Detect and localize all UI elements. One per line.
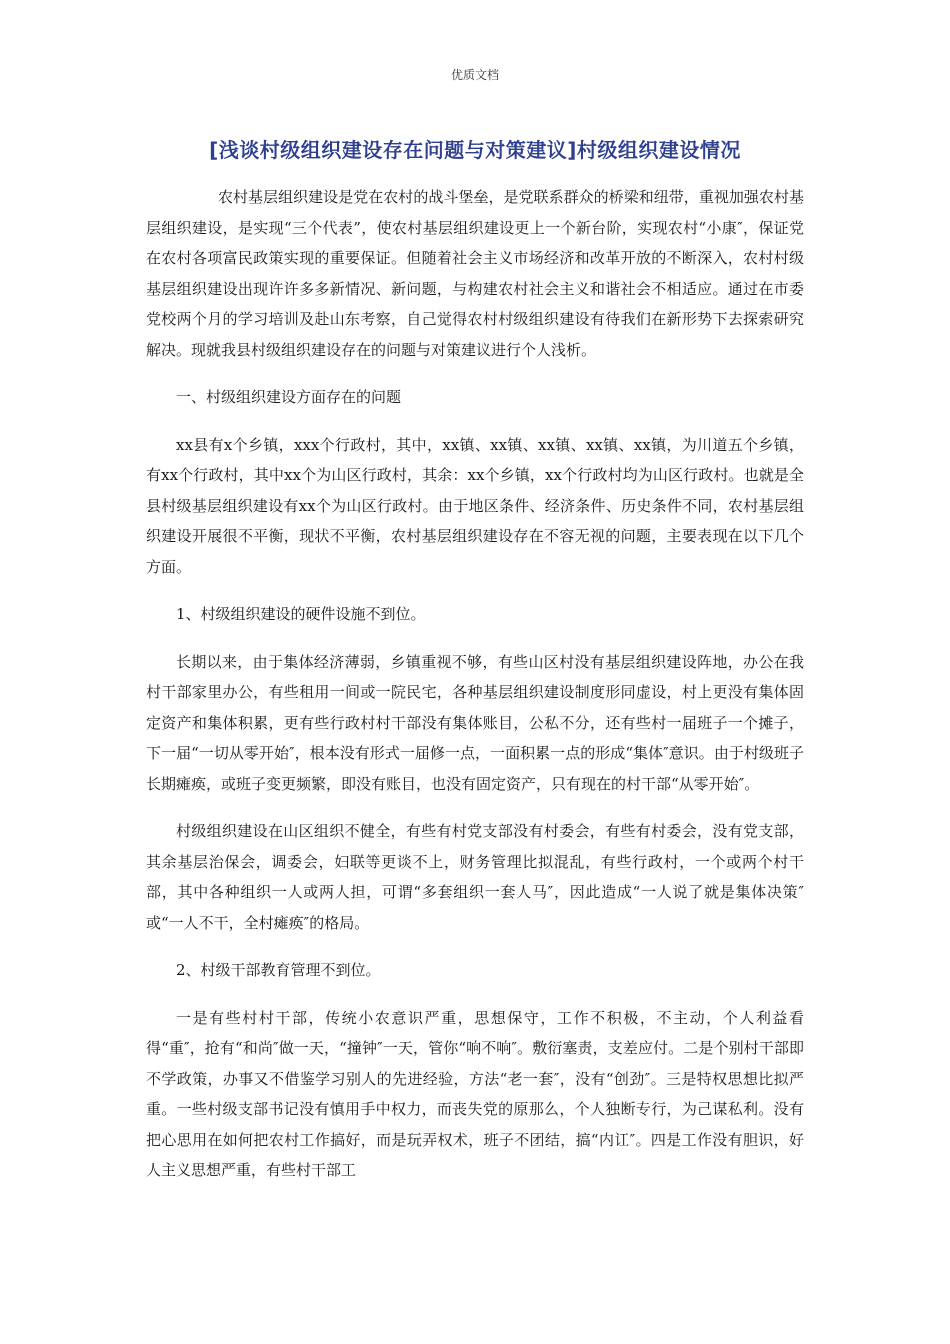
document-body: [146, 182, 804, 1203]
paragraph-cadre-detail: 一是有些村村干部，传统小农意识严重，思想保守，工作不积极，不主动，个人利益看得“重″，抢有“和尚″做一天，“撞钟″一天，管你“响不响″。敷衍塞责，支差应付。二是个别村干部即不学政策，办事又不借鉴学习别人的先进经验，方法“老一套″，没有“创劲″。三是特权思想比拟严重。一些村级支部书记没有慎用手中权力，而丧失党的原那么，个人独断专行，为己谋私利。没有把心思用在如何把农村工作搞好，而是玩弄权术，班子不团结，搞“内讧″。四是工作没有胆识，好人主义思想严重，有些村干部工: [146, 1008, 804, 1179]
document-title: [浅谈村级组织建设存在问题与对策建议]村级组织建设情况: [209, 138, 741, 162]
subheading-hardware: 1、村级组织建设的硬件设施不到位。: [176, 605, 426, 623]
section-heading-problems: 一、村级组织建设方面存在的问题: [176, 388, 402, 406]
paragraph-intro: 农村基层组织建设是党在农村的战斗堡垒，是党联系群众的桥梁和纽带，重视加强农村基层组织建设，是实现“三个代表”，使农村基层组织建设更上一个新台阶，实现农村“小康″，保证党在农村各项富民政策实现的重要保证。但随着社会主义市场经济和改革开放的不断深入，农村村级基层组织建设出现许许多多新情况、新问题，与构建农村社会主义和谐社会不相适应。通过在市委党校两个月的学习培训及赴山东考察，自己觉得农村村级组织建设有待我们在新形势下去探索研究解决。现就我县村级组织建设存在的问题与对策建议进行个人浅析。: [146, 188, 804, 359]
subheading-cadre-management: 2、村级干部教育管理不到位。: [176, 961, 381, 979]
paragraph-organization-detail: 村级组织建设在山区组织不健全，有些有村党支部没有村委会，有些有村委会，没有党支部，其余基层治保会，调委会，妇联等更谈不上，财务管理比拟混乱，有些行政村，一个或两个村干部，其中各种组织一人或两人担，可谓“多套组织一套人马″，因此造成“一人说了就是集体决策″或“一人不干，全村瘫痪″的格局。: [146, 822, 804, 932]
paragraph-county-overview: xx县有x个乡镇，xxx个行政村，其中，xx镇、xx镇、xx镇、xx镇、xx镇，为川道五个乡镇，有xx个行政村，其中xx个为山区行政村，其余：xx个乡镇，xx个行政村均为山区行政村。也就是全县村级基层组织建设有xx个为山区行政村。由于地区条件、经济条件、历史条件不同，农村基层组织建设开展很不平衡，现状不平衡，农村基层组织建设存在不容无视的问题，主要表现在以下几个方面。: [146, 435, 804, 576]
paragraph-hardware-detail: 长期以来，由于集体经济薄弱，乡镇重视不够，有些山区村没有基层组织建设阵地，办公在我村干部家里办公，有些租用一间或一院民宅，各种基层组织建设制度形同虚设，村上更没有集体固定资产和集体积累，更有些行政村村干部没有集体账目，公私不分，还有些村一届班子一个摊子，下一届“一切从零开始″，根本没有形式一届修一点，一面积累一点的形成“集体″意识。由于村级班子长期瘫痪，或班子变更频繁，即没有账目，也没有固定资产，只有现在的村干部“从零开始″。: [146, 652, 804, 793]
page-header: 优质文档: [450, 68, 499, 82]
